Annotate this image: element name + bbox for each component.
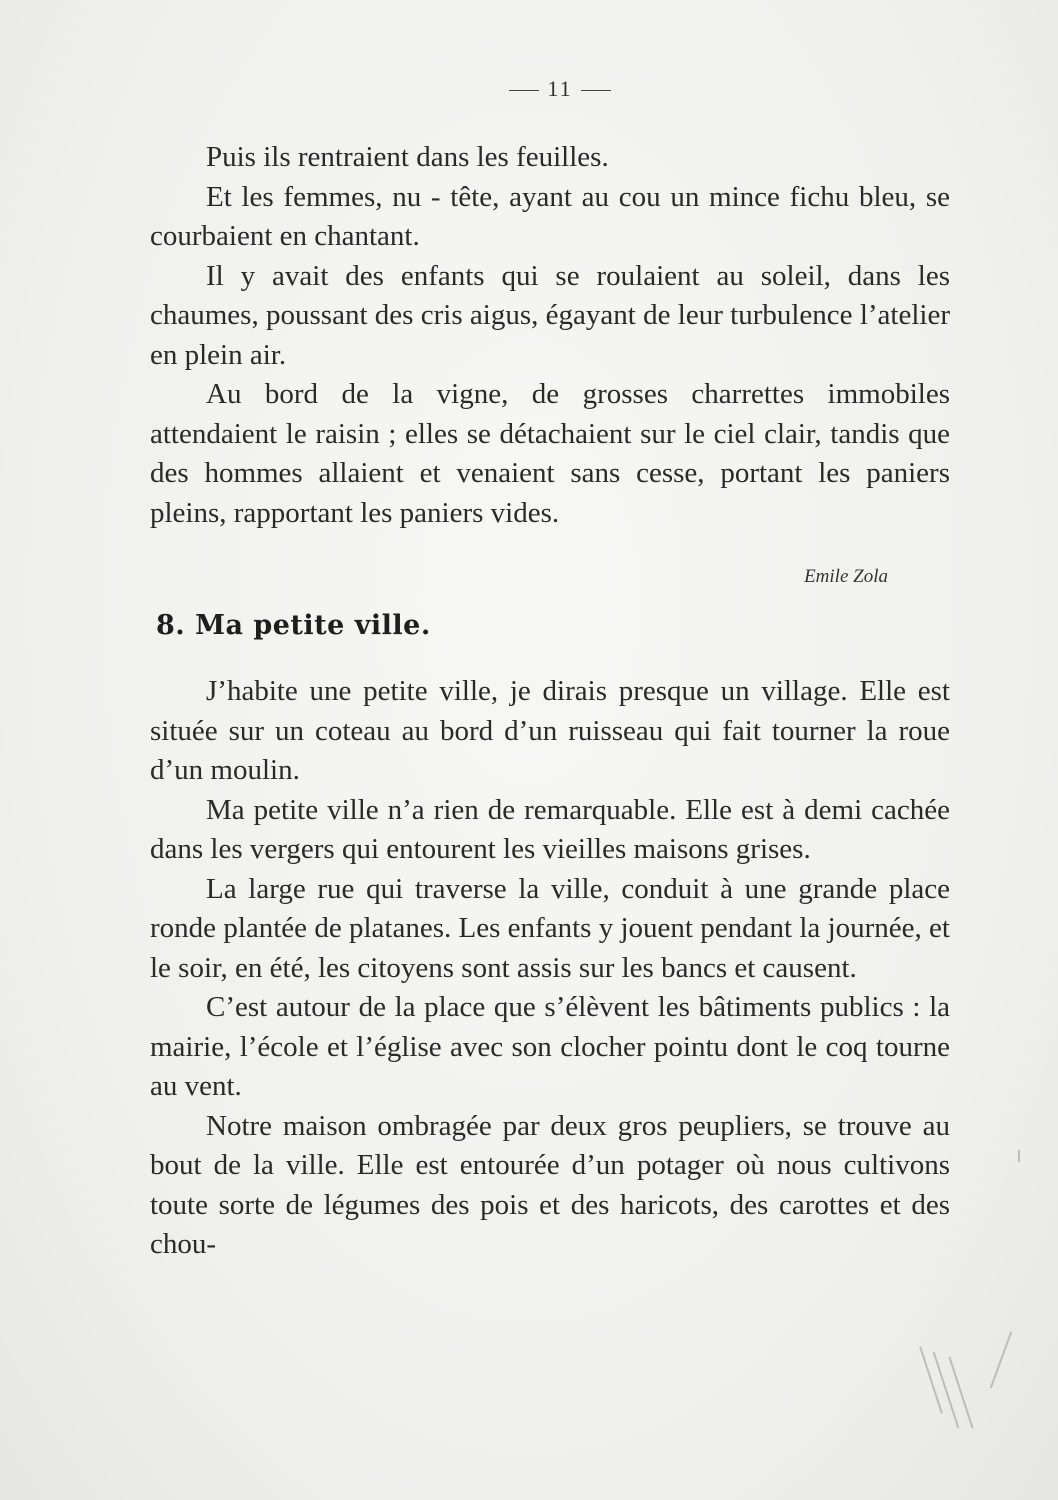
section-heading: 8. Ma petite ville. (156, 610, 431, 641)
paragraph: Et les femmes, nu - tête, ayant au cou un mince fichu bleu, se courbaient en chantant. (150, 180, 950, 252)
paragraph: Il y avait des enfants qui se roulaient au soleil, dans les chaumes, poussant des cris aigus, égayant de leur turbulence l’atelier en plein air. (150, 259, 950, 371)
paragraph: Au bord de la vigne, de grosses charrettes immobiles attendaient le raisin ; elles se détachaient sur le ciel clair, tandis que des hommes allaient et venaient sans cesse, portant les paniers pleins, rapportant les paniers vides. (150, 378, 950, 529)
paragraph: C’est autour de la place que s’élèvent les bâtiments publics : la mairie, l’école et l’église avec son clocher pointu dont le coq tourne au vent. (150, 991, 950, 1102)
author-attribution: Emile Zola (804, 566, 888, 587)
paragraph: Puis ils rentraient dans les feuilles. (206, 141, 609, 173)
page-number (0, 76, 1058, 102)
page-number-text: 11 (547, 76, 573, 101)
paragraph: Notre maison ombragée par deux gros peupliers, se trouve au bout de la ville. Elle est entourée d’un potager où nous cultivons toute sorte de légumes des pois et des haricots, des carottes et des chou- (150, 1109, 950, 1260)
pencil-mark (948, 1357, 973, 1429)
paragraph: J’habite une petite ville, je dirais presque un village. Elle est située sur un coteau au bord d’un ruisseau qui fait tourner la roue d’un moulin. (150, 675, 950, 786)
page-number-dash-right (581, 90, 611, 91)
pencil-mark (1018, 1150, 1020, 1162)
pencil-mark (933, 1352, 960, 1429)
page-number-dash-left (509, 90, 539, 91)
paragraph: La large rue qui traverse la ville, conduit à une grande place ronde plantée de platanes. Les enfants y jouent pendant la journée, et le soir, en été, les citoyens sont assis sur les bancs et causent. (150, 872, 950, 984)
pencil-mark (990, 1331, 1012, 1388)
paragraph: Ma petite ville n’a rien de remarquable. Elle est à demi cachée dans les vergers qui entourent les vieilles maisons grises. (150, 793, 950, 865)
section-body (150, 672, 950, 1265)
zola-passage (150, 138, 950, 533)
pencil-mark (919, 1346, 943, 1413)
